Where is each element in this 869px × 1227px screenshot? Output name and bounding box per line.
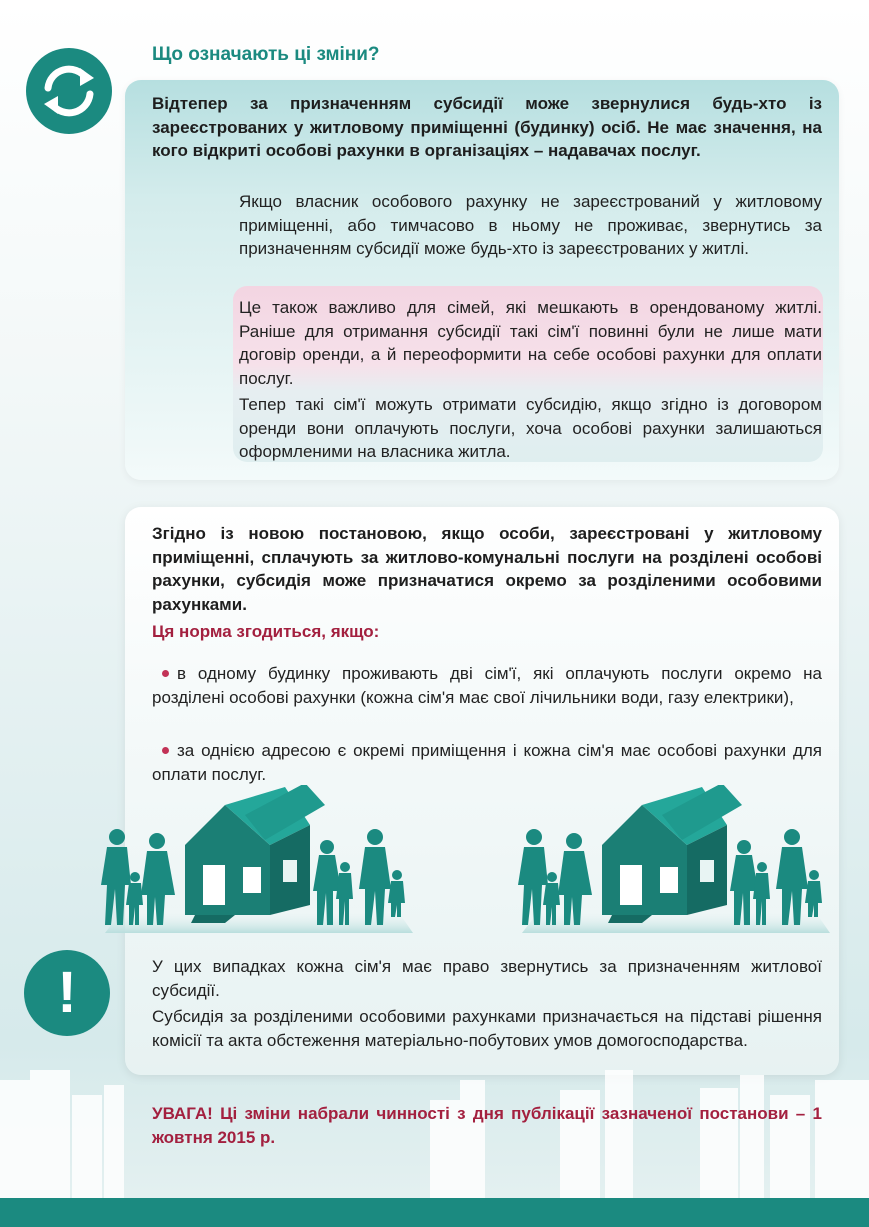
footer-bar <box>0 1198 869 1227</box>
family-house-illustration-left <box>95 785 415 935</box>
bullet-icon <box>162 747 169 754</box>
section1-paragraph-2: Це також важливо для сімей, які мешкають в орендованому житлі. Раніше для отримання субсидії такі сім'ї повинні були не лише мати договір оренди, а й переоформити на себе особові рахунки для оплати послуг. <box>239 298 822 388</box>
bullet-item-1 <box>152 662 822 709</box>
bullet-text-1: в одному будинку проживають дві сім'ї, які оплачують послуги окремо на розділені особові рахунки (кожна сім'я має свої лічильники води, газу електрики), <box>152 664 822 707</box>
exclamation-glyph: ! <box>57 960 77 1025</box>
bullet-text-2: за однією адресою є окремі приміщення і кожна сім'я має особові рахунки для оплати послуг. <box>152 741 822 784</box>
bullet-icon <box>162 670 169 677</box>
warning-text: Ці зміни набрали чинності з дня публікації зазначеної постанови – 1 жовтня 2015 р. <box>152 1104 822 1147</box>
section1-paragraph-1: Якщо власник особового рахунку не зареєстрований у житловому приміщенні, або тимчасово в ньому не проживає, звернутись за призначенням субсидії може будь-хто із зареєстрованих у житлі. <box>239 192 822 258</box>
warning-note <box>152 1102 822 1150</box>
exclamation-icon <box>24 950 110 1036</box>
refresh-icon <box>26 48 112 134</box>
section2-subheading: Ця норма згодиться, якщо: <box>152 622 380 641</box>
family-house-illustration-right <box>512 785 832 935</box>
warning-label: УВАГА! <box>152 1104 213 1123</box>
section1-paragraph-3: Тепер такі сім'ї можуть отримати субсидію, якщо згідно із договором оренди вони оплачують послуги, хоча особові рахунки залишаються оформленими на власника житла. <box>239 395 822 461</box>
section2-paragraph-2: Субсидія за розділеними особовими рахунками призначається на підставі рішення комісії та акта обстеження матеріально-побутових умов домогосподарства. <box>152 1007 822 1050</box>
section2-paragraph-1: У цих випадках кожна сім'я має право звернутись за призначенням житлової субсидії. <box>152 957 822 1000</box>
bullet-item-2 <box>152 739 822 786</box>
section2-lead: Згідно із новою постановою, якщо особи, зареєстровані у житловому приміщенні, сплачують за житлово-комунальні послуги на розділені особові рахунки, субсидія може призначатися окремо за розділеними особовими рахунками. <box>152 524 822 614</box>
section1-lead: Відтепер за призначенням субсидії може звернулися будь-хто із зареєстрованих у житловому приміщенні (будинку) осіб. Не має значення, на кого відкриті особові рахунки в організаціях – надавачах послуг. <box>152 94 822 160</box>
page-title: Що означають ці зміни? <box>152 44 380 65</box>
